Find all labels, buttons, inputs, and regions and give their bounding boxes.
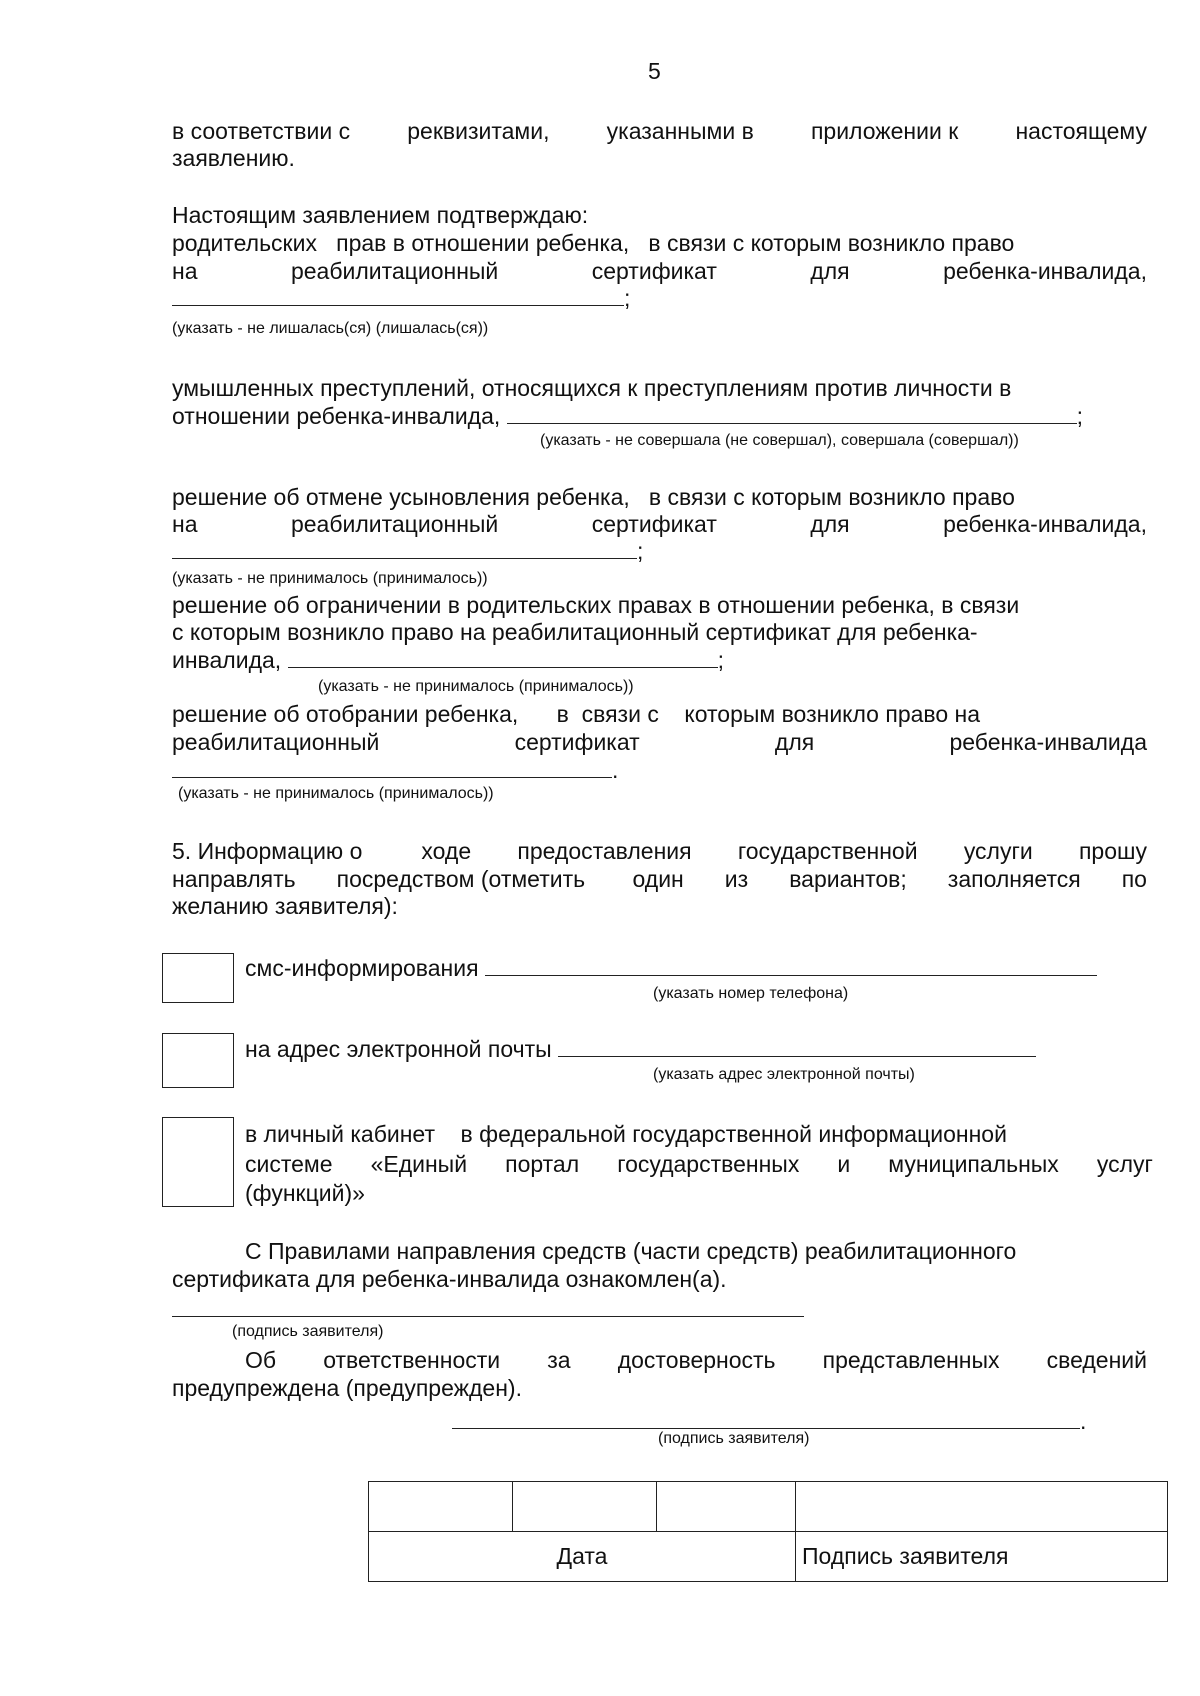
sms-option-line	[245, 955, 1097, 982]
item5-hint: (указать - не принималось (принималось))	[178, 785, 494, 802]
section5-line-1: 5. Информацию о ходе предоставления государственной услуги прошу	[172, 838, 1147, 864]
item4-blank[interactable]	[288, 647, 718, 668]
rules-signature-line[interactable]	[172, 1316, 804, 1317]
item2-line-2: отношении ребенка-инвалида, ;	[172, 403, 1084, 429]
item5-fill-line: .	[172, 757, 618, 784]
item1-blank[interactable]	[172, 285, 624, 306]
date-cell-year[interactable]	[657, 1482, 796, 1532]
date-signature-table	[368, 1481, 1168, 1582]
page-number: 5	[648, 58, 661, 84]
item2-blank[interactable]	[507, 403, 1077, 424]
item5-line-2: реабилитационный сертификат для ребенка-инвалида	[172, 729, 1147, 755]
item5-blank[interactable]	[172, 757, 612, 778]
section5-line-3: желанию заявителя):	[172, 893, 398, 919]
confirm-heading: Настоящим заявлением подтверждаю:	[172, 202, 589, 228]
item2-hint: (указать - не совершала (не совершал), совершала (совершал))	[540, 432, 1019, 449]
item4-line-2: с которым возникло право на реабилитационный сертификат для ребенка-	[172, 619, 978, 645]
item3-line-1: решение об отмене усыновления ребенка, в связи с которым возникло право	[172, 484, 1015, 510]
signature-label: Подпись заявителя	[796, 1532, 1168, 1582]
cabinet-line-3: (функций)»	[245, 1180, 365, 1206]
item1-fill-line: ;	[172, 285, 630, 312]
rules-line-1: С Правилами направления средств (части средств) реабилитационного	[245, 1238, 1017, 1264]
intro-line-2: заявлению.	[172, 145, 295, 171]
responsibility-signature-row: .	[452, 1408, 1086, 1435]
item4-line-1: решение об ограничении в родительских правах в отношении ребенка, в связи	[172, 592, 1020, 618]
item1-line-1: родительских прав в отношении ребенка, в связи с которым возникло право	[172, 230, 1015, 256]
item4-line-3: инвалида, ;	[172, 647, 724, 673]
item3-hint: (указать - не принималось (принималось))	[172, 570, 488, 587]
section5-line-2: направлять посредством (отметить один из вариантов; заполняется по	[172, 866, 1147, 892]
item5-line-1: решение об отобрании ребенка, в связи с которым возникло право на	[172, 701, 981, 727]
intro-line-1: в соответствии с реквизитами, указанными в приложении к настоящему	[172, 118, 1147, 144]
sms-phone-blank[interactable]	[485, 955, 1097, 976]
item1-hint: (указать - не лишалась(ся) (лишалась(ся))	[172, 320, 489, 337]
item2-line-1: умышленных преступлений, относящихся к преступлениям против личности в	[172, 375, 1012, 401]
cabinet-line-1: в личный кабинет в федеральной государственной информационной	[245, 1121, 1007, 1147]
date-label: Дата	[369, 1532, 796, 1582]
sms-checkbox[interactable]	[162, 953, 234, 1003]
rules-line-2: сертификата для ребенка-инвалида ознакомлен(а).	[172, 1266, 727, 1292]
item3-blank[interactable]	[172, 538, 637, 559]
email-hint: (указать адрес электронной почты)	[653, 1066, 915, 1083]
responsibility-line-2: предупреждена (предупрежден).	[172, 1375, 522, 1401]
email-option-label: на адрес электронной почты	[245, 1036, 552, 1062]
item3-fill-line: ;	[172, 538, 643, 565]
item4-hint: (указать - не принималось (принималось))	[318, 678, 634, 695]
email-option-line	[245, 1036, 1036, 1063]
date-cell-day[interactable]	[369, 1482, 513, 1532]
email-address-blank[interactable]	[558, 1036, 1036, 1057]
email-checkbox[interactable]	[162, 1033, 234, 1088]
sms-hint: (указать номер телефона)	[653, 985, 849, 1002]
rules-signature-hint: (подпись заявителя)	[232, 1323, 384, 1340]
item3-line-2: на реабилитационный сертификат для ребенка-инвалида,	[172, 511, 1147, 537]
sms-option-label: смс-информирования	[245, 955, 479, 981]
responsibility-signature-line[interactable]	[452, 1408, 1080, 1429]
responsibility-signature-hint: (подпись заявителя)	[658, 1430, 810, 1447]
date-cell-month[interactable]	[513, 1482, 657, 1532]
cabinet-line-2: системе «Единый портал государственных и муниципальных услуг	[245, 1151, 1153, 1177]
cabinet-checkbox[interactable]	[162, 1117, 234, 1207]
signature-cell[interactable]	[796, 1482, 1168, 1532]
item1-line-2: на реабилитационный сертификат для ребенка-инвалида,	[172, 258, 1147, 284]
responsibility-line-1: Об ответственности за достоверность представленных сведений	[245, 1347, 1147, 1373]
